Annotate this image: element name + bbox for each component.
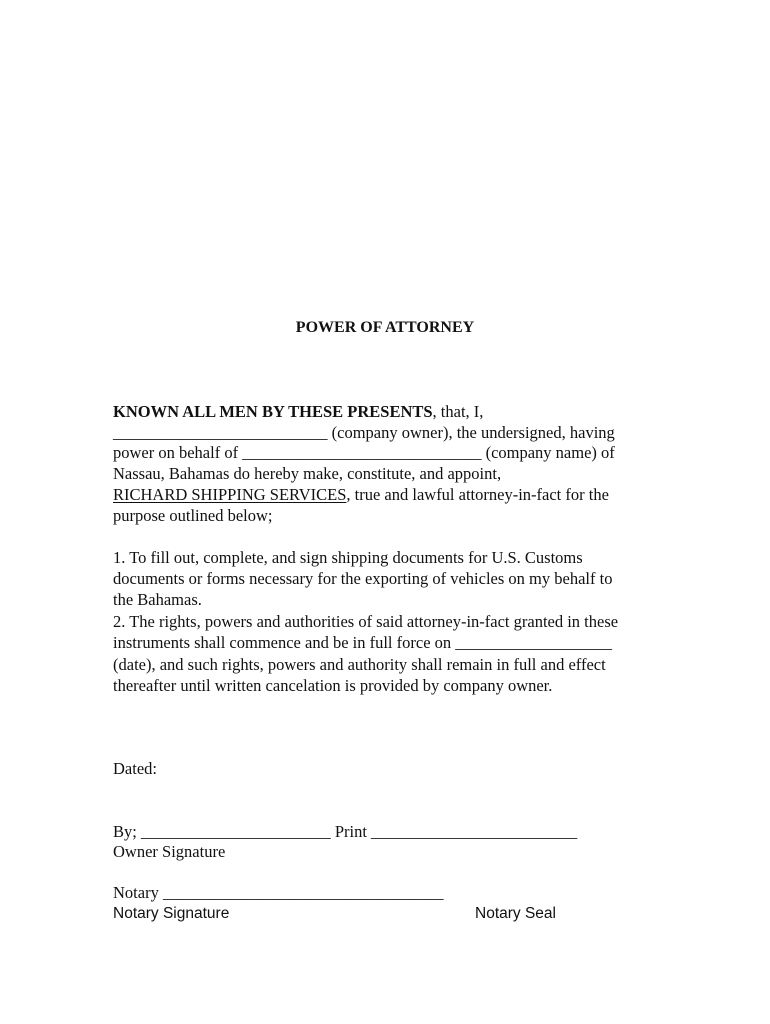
dated-label: Dated: (113, 759, 157, 778)
agent-name: RICHARD SHIPPING SERVICES (113, 485, 347, 504)
intro-line-1 (113, 402, 483, 422)
clause-2-line-3: (date), and such rights, powers and authority shall remain in full and effect (113, 655, 606, 674)
clause-2-line-2: instruments shall commence and be in full force on ___________________ (113, 633, 613, 652)
intro-lead-bold: KNOWN ALL MEN BY THESE PRESENTS (113, 402, 433, 421)
intro-line-5-rest: , true and lawful attorney-in-fact for the (346, 485, 609, 504)
intro-line-3: power on behalf of _____________________________ (company name) of (113, 443, 615, 462)
intro-line-5 (113, 485, 609, 505)
clause-1-line-2: documents or forms necessary for the exporting of vehicles on my behalf to (113, 569, 613, 588)
clause-1-line-1: 1. To fill out, complete, and sign shipping documents for U.S. Customs (113, 548, 583, 567)
clause-2-line-1: 2. The rights, powers and authorities of said attorney-in-fact granted in these (113, 612, 619, 631)
intro-line-6: purpose outlined below; (113, 506, 273, 525)
intro-line-2: __________________________ (company owner), the undersigned, having (113, 423, 615, 442)
intro-line-4: Nassau, Bahamas do hereby make, constitute, and appoint, (113, 464, 502, 483)
notary-line: Notary __________________________________ (113, 883, 444, 902)
intro-lead-rest: , that, I, (432, 402, 484, 421)
owner-signature-label: Owner Signature (113, 842, 226, 861)
document-title: POWER OF ATTORNEY (295, 319, 475, 336)
by-print-line: By; _______________________ Print _________________________ (113, 822, 578, 841)
notary-signature-label: Notary Signature (113, 905, 230, 922)
clause-2-line-4: thereafter until written cancelation is provided by company owner. (113, 676, 553, 695)
notary-seal-label: Notary Seal (475, 905, 556, 922)
clause-1-line-3: the Bahamas. (113, 590, 202, 609)
